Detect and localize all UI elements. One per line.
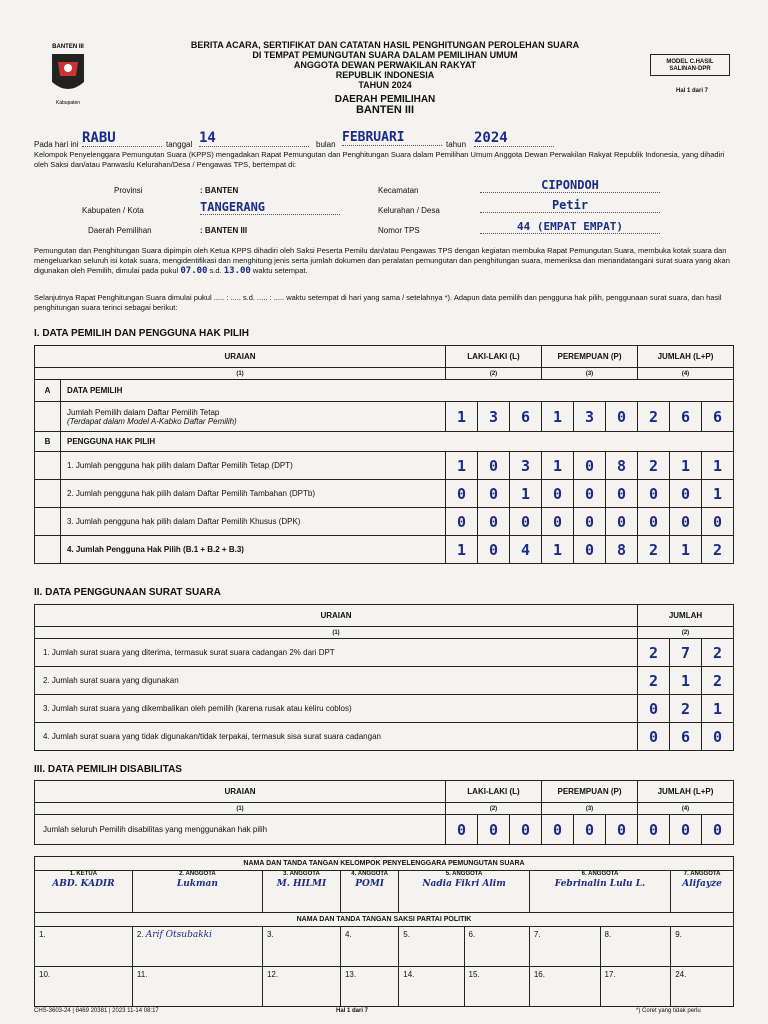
digit-cell: 1 — [702, 695, 734, 723]
kpps-sig-cell — [529, 871, 670, 913]
digit-cell: 2 — [638, 536, 670, 564]
digit-cell: 0 — [542, 480, 574, 508]
date-value: 14 — [199, 130, 309, 147]
digit-cell: 2 — [702, 639, 734, 667]
s1-b-row — [35, 480, 734, 508]
digit-cell: 0 — [670, 480, 702, 508]
s1-a-title: DATA PEMILIH — [61, 380, 734, 402]
saksi-name: Arif Otsubakki — [145, 930, 212, 940]
footer-page: Hal 1 dari 7 — [336, 1008, 369, 1014]
kpps-name: ABD. KADIR — [52, 879, 115, 889]
dapil-value: : BANTEN III — [200, 226, 248, 235]
digit-cell: 1 — [542, 452, 574, 480]
saksi-number: 9. — [675, 930, 682, 939]
saksi-row-1 — [35, 927, 734, 967]
saksi-title: NAMA DAN TANDA TANGAN SAKSI PARTAI POLITIK — [35, 913, 734, 927]
header-line-1: BERITA ACARA, SERTIFIKAT DAN CATATAN HASIL PENGHITUNGAN PEROLEHAN SUARA — [190, 40, 580, 50]
model-line-2: SALINAN-DPR — [669, 66, 711, 72]
digit-cell: 0 — [670, 508, 702, 536]
digit-cell: 3 — [574, 402, 606, 432]
kpps-name: Nadia Fikri Alim — [422, 879, 506, 889]
digit-cell: 0 — [638, 508, 670, 536]
header-line-5: TAHUN 2024 — [358, 80, 412, 90]
digit-cell: 0 — [638, 815, 670, 845]
digit-cell: 0 — [478, 452, 510, 480]
digit-cell: 0 — [446, 815, 478, 845]
year-label: tahun — [446, 140, 467, 149]
s3-row — [35, 815, 734, 845]
footer-code: CHS-3603-24 | 8469 20381 | 2023 11-14 08:17 — [34, 1008, 159, 1014]
s1-b-row — [35, 508, 734, 536]
day-value: RABU — [82, 130, 162, 147]
saksi-number: 4. — [344, 930, 352, 939]
digit-cell: 0 — [574, 815, 606, 845]
year-value: 2024 — [474, 130, 554, 147]
digit-cell: 0 — [702, 723, 734, 751]
date-line — [34, 130, 734, 150]
kpps-role: 5. ANGGOTA — [445, 871, 483, 877]
digit-cell: 1 — [510, 480, 542, 508]
saksi-cell: 16. — [529, 967, 600, 1007]
s2-row-label: 1. Jumlah surat suara yang diterima, termasuk surat suara cadangan 2% dari DPT — [35, 639, 638, 667]
kpps-name: Febrinalin Lulu L. — [554, 879, 646, 889]
s2-col-j: JUMLAH — [638, 605, 734, 627]
s2-row — [35, 639, 734, 667]
body-text-1-end: waktu setempat. — [252, 266, 308, 275]
saksi-cell — [600, 927, 671, 967]
section2-title: II. DATA PENGGUNAAN SURAT SUARA — [34, 587, 221, 598]
kpps-name: POMI — [355, 879, 384, 889]
digit-cell: 2 — [702, 667, 734, 695]
kpps-name: Lukman — [176, 879, 218, 889]
s1-sub1: (1) — [35, 368, 446, 380]
saksi-cell: 24. — [671, 967, 734, 1007]
region-value: BANTEN III — [355, 104, 415, 116]
digit-cell: 8 — [606, 452, 638, 480]
s1-a-row-sub: (Terdapat dalam Model A-Kabko Daftar Pemilih) — [67, 416, 237, 426]
kelurahan-label: Kelurahan / Desa — [378, 206, 440, 215]
location-fields — [40, 180, 730, 242]
s1-col-l: LAKI-LAKI (L) — [446, 346, 542, 368]
kpps-sig-cell — [262, 871, 340, 913]
digit-cell: 3 — [478, 402, 510, 432]
s2-row — [35, 723, 734, 751]
section3-table — [34, 780, 734, 845]
kpps-role: 3. ANGGOTA — [283, 871, 320, 877]
digit-cell: 0 — [606, 508, 638, 536]
s3-sub1: (1) — [35, 803, 446, 815]
digit-cell: 0 — [478, 480, 510, 508]
logo-text: BANTEN III — [52, 44, 84, 50]
logo-sub: Kabupaten — [55, 100, 81, 106]
provinsi-value: : BANTEN — [200, 186, 239, 195]
digit-cell: 4 — [510, 536, 542, 564]
header-line-2: DI TEMPAT PEMUNGUTAN SUARA DALAM PEMILIHAN UMUM — [252, 50, 518, 60]
kpps-role: 2. ANGGOTA — [179, 871, 216, 877]
digit-cell: 2 — [638, 639, 670, 667]
s3-col-p: PEREMPUAN (P) — [542, 781, 638, 803]
digit-cell: 0 — [638, 480, 670, 508]
s2-row-label: 4. Jumlah surat suara yang tidak digunakan/tidak terpakai, termasuk sisa surat suara cadangan — [35, 723, 638, 751]
saksi-cell: 14. — [399, 967, 464, 1007]
digit-cell: 0 — [606, 815, 638, 845]
s3-col-uraian: URAIAN — [35, 781, 446, 803]
saksi-number: 7. — [533, 930, 541, 939]
digit-cell: 0 — [702, 508, 734, 536]
digit-cell: 0 — [574, 452, 606, 480]
kpps-row — [35, 871, 734, 913]
digit-cell: 0 — [606, 402, 638, 432]
digit-cell: 0 — [478, 536, 510, 564]
s2-row-label: 3. Jumlah surat suara yang dikembalikan oleh pemilih (karena rusak atau keliru coblos) — [35, 695, 638, 723]
saksi-cell — [35, 927, 133, 967]
digit-cell: 6 — [670, 402, 702, 432]
s3-sub2: (2) — [446, 803, 542, 815]
s1-a-row-label: Jumlah Pemilih dalam Daftar Pemilih Tetap — [67, 407, 220, 417]
digit-cell: 1 — [670, 452, 702, 480]
digit-cell: 6 — [702, 402, 734, 432]
s2-sub2: (2) — [638, 627, 734, 639]
footer-note: *) Coret yang tidak perlu — [636, 1008, 701, 1014]
body-text-1-main: Pemungutan dan Penghitungan Suara dipimpin oleh Ketua KPPS dihadiri oleh Saksi Peserta Pemilu dan/atau Pengawas TPS dengan kegiatan membuka Rapat Pemungutan Suara, membuka kotak suara dan mengeluarkan seluruh isi kotak suara, mengidentifikasi dan menghitung jenis serta jumlah dokumen dan peralatan pemungutan dan penghitungan suara, memeriksa dan menandatangani surat suara yang akan digunakan oleh Pemilih, dimulai pada pukul — [34, 246, 730, 275]
intro-text: Kelompok Penyelenggara Pemungutan Suara (KPPS) mengadakan Rapat Pemungutan dan Penghitungan Suara dalam Pemilihan Umum Anggota Dewan Perwakilan Rakyat Republik Indonesia, yang dihadiri oleh Saksi dan/atau Panwaslu Kelurahan/Desa / Pengawas TPS, bertempat di: — [34, 150, 725, 169]
s2-sub1: (1) — [35, 627, 638, 639]
time-start: 07.00 — [180, 266, 208, 276]
digit-cell: 1 — [446, 402, 478, 432]
header-line-4: REPUBLIK INDONESIA — [335, 70, 435, 80]
s3-col-j: JUMLAH (L+P) — [638, 781, 734, 803]
s1-b-title: PENGGUNA HAK PILIH — [61, 432, 734, 452]
kecamatan-value: CIPONDOH — [480, 178, 660, 193]
model-badge — [650, 54, 730, 76]
saksi-cell — [464, 927, 529, 967]
digit-cell: 1 — [670, 536, 702, 564]
kabupaten-label: Kabupaten / Kota — [82, 206, 144, 215]
kpps-role: 1. KETUA — [69, 871, 98, 877]
digit-cell: 6 — [510, 402, 542, 432]
section1-title: I. DATA PEMILIH DAN PENGGUNA HAK PILIH — [34, 328, 249, 339]
model-line-1: MODEL C.HASIL — [666, 59, 714, 65]
kpps-sig-cell — [132, 871, 262, 913]
saksi-cell: 10. — [35, 967, 133, 1007]
digit-cell: 0 — [670, 815, 702, 845]
digit-cell: 2 — [638, 402, 670, 432]
digit-cell: 2 — [670, 695, 702, 723]
date-label: tanggal — [166, 140, 193, 149]
page-number-top: Hal 1 dari 7 — [676, 88, 709, 94]
saksi-number: 1. — [39, 930, 46, 939]
saksi-number: 6. — [468, 930, 476, 939]
digit-cell: 0 — [574, 536, 606, 564]
provinsi-label: Provinsi — [114, 186, 143, 195]
saksi-cell: 13. — [340, 967, 398, 1007]
kpps-name: M. HILMI — [276, 879, 327, 889]
kabupaten-value: TANGERANG — [200, 200, 340, 215]
digit-cell: 0 — [638, 723, 670, 751]
digit-cell: 8 — [606, 536, 638, 564]
digit-cell: 0 — [478, 815, 510, 845]
kpps-role: 7. ANGGOTA — [683, 871, 721, 877]
kelurahan-value: Petir — [480, 198, 660, 213]
digit-cell: 0 — [574, 508, 606, 536]
digit-cell: 2 — [638, 452, 670, 480]
digit-cell: 0 — [542, 508, 574, 536]
saksi-cell: 17. — [600, 967, 671, 1007]
digit-cell: 1 — [542, 402, 574, 432]
digit-cell: 0 — [446, 508, 478, 536]
digit-cell: 6 — [670, 723, 702, 751]
month-label: bulan — [316, 140, 336, 149]
s1-a-row — [35, 402, 734, 432]
kecamatan-label: Kecamatan — [378, 186, 419, 195]
saksi-cell: 11. — [132, 967, 262, 1007]
document-header — [150, 40, 620, 115]
digit-cell: 0 — [510, 508, 542, 536]
saksi-row-2 — [35, 967, 734, 1007]
month-value: FEBRUARI — [342, 130, 442, 146]
section2-table — [34, 604, 734, 751]
digit-cell: 1 — [702, 480, 734, 508]
header-line-3: ANGGOTA DEWAN PERWAKILAN RAKYAT — [293, 60, 477, 70]
kpps-sig-cell — [399, 871, 530, 913]
digit-cell: 0 — [638, 695, 670, 723]
kpps-title: NAMA DAN TANDA TANGAN KELOMPOK PENYELENGGARA PEMUNGUTAN SUARA — [35, 857, 734, 871]
s3-col-l: LAKI-LAKI (L) — [446, 781, 542, 803]
tps-value: 44 (EMPAT EMPAT) — [480, 220, 660, 234]
time-end: 13.00 — [223, 266, 251, 276]
kpu-logo — [42, 40, 94, 110]
s3-sub4: (4) — [638, 803, 734, 815]
saksi-cell — [132, 927, 262, 967]
body-text-1 — [34, 246, 734, 276]
digit-cell: 3 — [510, 452, 542, 480]
s1-b-row — [35, 536, 734, 564]
s1-col-j: JUMLAH (L+P) — [638, 346, 734, 368]
section1-table — [34, 345, 734, 564]
s2-row — [35, 667, 734, 695]
saksi-number: 2. — [136, 930, 144, 939]
s1-b-row-label: 4. Jumlah Pengguna Hak Pilih (B.1 + B.2 + B.3) — [61, 536, 446, 564]
body-text-2: Selanjutnya Rapat Penghitungan Suara dimulai pukul ..... : ..... s.d. ..... : ..... waktu setempat di hari yang sama / setelahnya *). Adapun data pemilih dan pengguna hak pilih, penggunaan surat suara, dan hasil penghitungan suara terinci sebagai berikut: — [34, 293, 722, 312]
kpps-sig-cell — [671, 871, 734, 913]
saksi-number: 3. — [266, 930, 274, 939]
s1-b-label: B — [35, 432, 61, 452]
digit-cell: 1 — [670, 667, 702, 695]
digit-cell: 1 — [446, 452, 478, 480]
digit-cell: 0 — [478, 508, 510, 536]
kpps-name: Alifayze — [682, 879, 722, 889]
s1-b-row — [35, 452, 734, 480]
s1-sub2: (2) — [446, 368, 542, 380]
section3-title: III. DATA PEMILIH DISABILITAS — [34, 764, 182, 775]
saksi-cell: 15. — [464, 967, 529, 1007]
kpps-sig-cell — [340, 871, 398, 913]
saksi-cell — [399, 927, 464, 967]
digit-cell: 1 — [702, 452, 734, 480]
digit-cell: 2 — [702, 536, 734, 564]
s1-sub4: (4) — [638, 368, 734, 380]
signature-table — [34, 856, 734, 1007]
digit-cell: 0 — [574, 480, 606, 508]
kpps-role: 6. ANGGOTA — [581, 871, 619, 877]
s2-col-uraian: URAIAN — [35, 605, 638, 627]
digit-cell: 0 — [446, 480, 478, 508]
kpps-sig-cell — [35, 871, 133, 913]
saksi-cell — [671, 927, 734, 967]
digit-cell: 0 — [510, 815, 542, 845]
s1-b-row-label: 1. Jumlah pengguna hak pilih dalam Daftar Pemilih Tetap (DPT) — [61, 452, 446, 480]
s2-row-label: 2. Jumlah surat suara yang digunakan — [35, 667, 638, 695]
s2-row — [35, 695, 734, 723]
digit-cell: 0 — [606, 480, 638, 508]
s1-sub3: (3) — [542, 368, 638, 380]
s3-row-label: Jumlah seluruh Pemilih disabilitas yang menggunakan hak pilih — [35, 815, 446, 845]
digit-cell: 7 — [670, 639, 702, 667]
day-label: Pada hari ini — [34, 140, 79, 149]
digit-cell: 0 — [542, 815, 574, 845]
saksi-number: 8. — [604, 930, 612, 939]
saksi-cell — [262, 927, 340, 967]
s1-col-uraian: URAIAN — [35, 346, 446, 368]
digit-cell: 0 — [702, 815, 734, 845]
saksi-cell: 12. — [262, 967, 340, 1007]
digit-cell: 1 — [542, 536, 574, 564]
region-label: DAERAH PEMILIHAN — [334, 94, 436, 105]
s1-b-row-label: 3. Jumlah pengguna hak pilih dalam Daftar Pemilih Khusus (DPK) — [61, 508, 446, 536]
s3-sub3: (3) — [542, 803, 638, 815]
kpps-role: 4. ANGGOTA — [351, 871, 388, 877]
time-sep: s.d. — [209, 266, 222, 275]
digit-cell: 2 — [638, 667, 670, 695]
dapil-label: Daerah Pemilihan — [88, 226, 152, 235]
saksi-cell — [340, 927, 398, 967]
s1-a-label: A — [35, 380, 61, 402]
s1-b-row-label: 2. Jumlah pengguna hak pilih dalam Daftar Pemilih Tambahan (DPTb) — [61, 480, 446, 508]
saksi-number: 5. — [403, 930, 410, 939]
saksi-cell — [529, 927, 600, 967]
digit-cell: 1 — [446, 536, 478, 564]
s1-col-p: PEREMPUAN (P) — [542, 346, 638, 368]
tps-label: Nomor TPS — [378, 226, 420, 235]
